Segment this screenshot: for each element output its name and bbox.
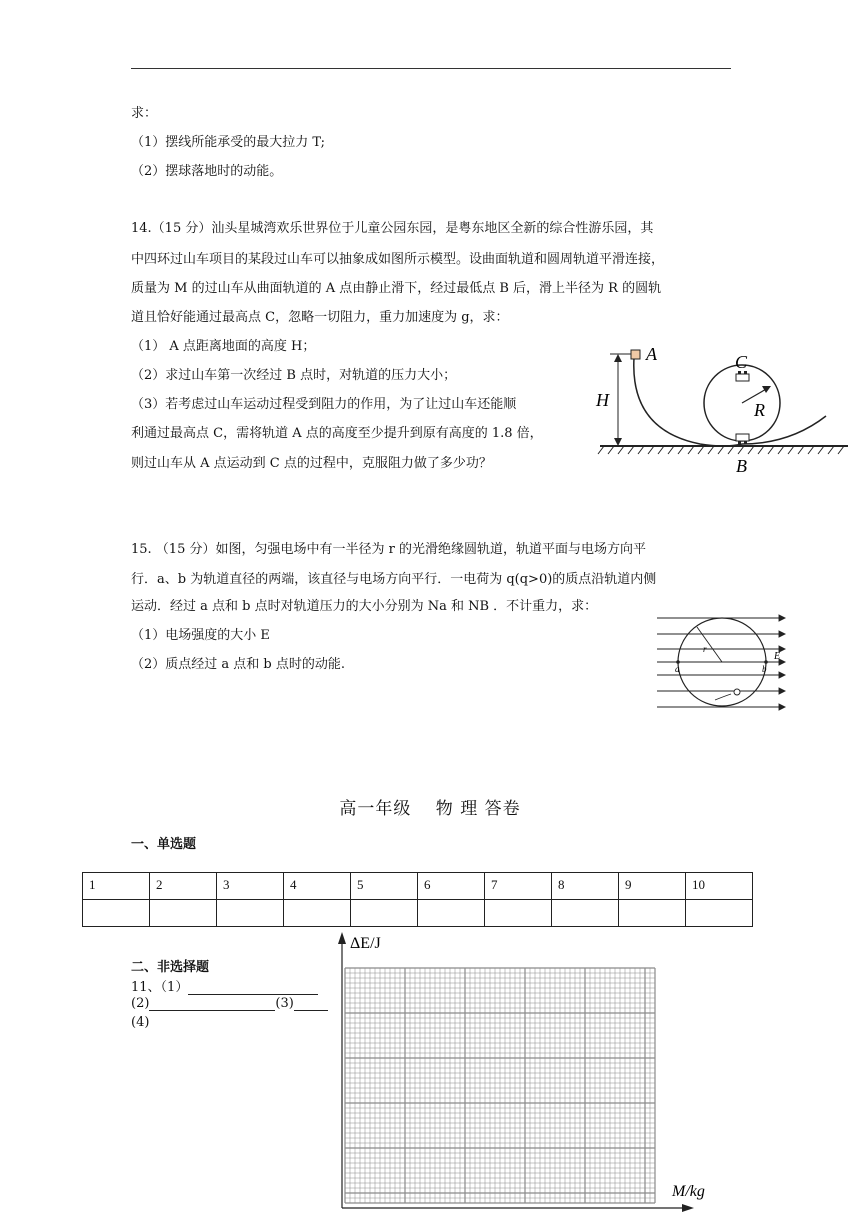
section-non-choice: 二、非选择题 [131,960,210,975]
q15-line: （2）质点经过 a 点和 b 点时的动能. [131,657,346,672]
label-E: E [774,651,781,662]
answer-cell[interactable] [619,900,686,927]
q14-line: 中四环过山车项目的某段过山车可以抽象成如图所示模型。设曲面轨道和圆周轨道平滑连接， [131,252,665,267]
answer-header-cell: 3 [217,873,284,900]
label-H: H [596,390,609,410]
label-B: B [736,456,747,476]
q13-ask: 求： [131,106,158,121]
answer-header-cell: 2 [150,873,217,900]
q14-line: （3）若考虑过山车运动过程受到阻力的作用，为了让过山车还能顺 [131,397,517,412]
answer-cell[interactable] [83,900,150,927]
answer-cell[interactable] [686,900,753,927]
answer-cell[interactable] [217,900,284,927]
q15-line: 行．a、b 为轨道直径的两端，该直径与电场方向平行．一电荷为 q(q>0)的质点沿轨道内侧 [131,572,657,587]
answer-header-cell: 1 [83,873,150,900]
answer-table [82,872,753,927]
answer-cell[interactable] [418,900,485,927]
answer-sheet-title: 高一年级 物 理 答卷 [339,799,521,819]
label-r: r [703,644,707,654]
q13-item-1: （1）摆线所能承受的最大拉力 T; [131,135,325,150]
answer-header-cell: 9 [619,873,686,900]
section-single-choice: 一、单选题 [131,837,197,852]
answer-header-cell: 4 [284,873,351,900]
x-axis-label: M/kg [672,1183,705,1200]
q15-line: （1）电场强度的大小 E [131,628,270,643]
q14-line: 利通过最高点 C，需将轨道 A 点的高度至少提升到原有高度的 1.8 倍， [131,426,543,441]
roller-coaster-figure [590,340,850,480]
answer-cell[interactable] [552,900,619,927]
graph-paper[interactable] [320,928,720,1216]
q11-part2 [131,996,328,1011]
q14-line: 道且恰好能通过最高点 C，忽略一切阻力，重力加速度为 g，求： [131,310,509,325]
label-A: A [646,344,657,364]
answer-header-cell: 5 [351,873,418,900]
q14-line: （1） A 点距离地面的高度 H； [131,339,316,354]
q11-part1-label: 11、（1） [131,980,189,995]
electric-field-figure [655,612,790,712]
q15-line: 运动．经过 a 点和 b 点时对轨道压力的大小分别为 Na 和 NB ．不计重力，求： [131,599,598,614]
q14-line: 则过山车从 A 点运动到 C 点的过程中，克服阻力做了多少功？ [131,456,492,471]
q11-part3-label: (3) [275,996,294,1011]
answer-cell[interactable] [284,900,351,927]
header-rule [131,68,731,69]
answer-header-cell: 7 [485,873,552,900]
label-a: a [675,664,680,674]
answer-header-cell: 8 [552,873,619,900]
q11-part1-blank[interactable] [188,980,318,995]
q11-part1 [131,976,318,995]
label-b: b [762,664,767,674]
answer-cell[interactable] [150,900,217,927]
q13-item-2: （2）摆球落地时的动能。 [131,164,283,179]
q11-part4-label: (4) [131,1015,150,1030]
answer-cell[interactable] [351,900,418,927]
q15-line: 15. （15 分）如图，匀强电场中有一半径为 r 的光滑绝缘圆轨道，轨道平面与电场方向平 [131,542,646,557]
q14-line: 14.（15 分）汕头星城湾欢乐世界位于儿童公园东园，是粤东地区全新的综合性游乐园，其 [131,221,654,236]
label-C: C [735,352,748,372]
q14-line: （2）求过山车第一次经过 B 点时，对轨道的压力大小； [131,368,457,383]
y-axis-label: ΔE/J [350,935,381,952]
answer-header-cell: 10 [686,873,753,900]
q11-part2-label: (2) [131,996,150,1011]
q11-part2-blank[interactable] [149,996,275,1011]
answer-header-cell: 6 [418,873,485,900]
answer-cell[interactable] [485,900,552,927]
label-R: R [754,400,765,420]
q14-line: 质量为 M 的过山车从曲面轨道的 A 点由静止滑下，经过最低点 B 后，滑上半径为 R 的圆轨 [131,281,662,296]
